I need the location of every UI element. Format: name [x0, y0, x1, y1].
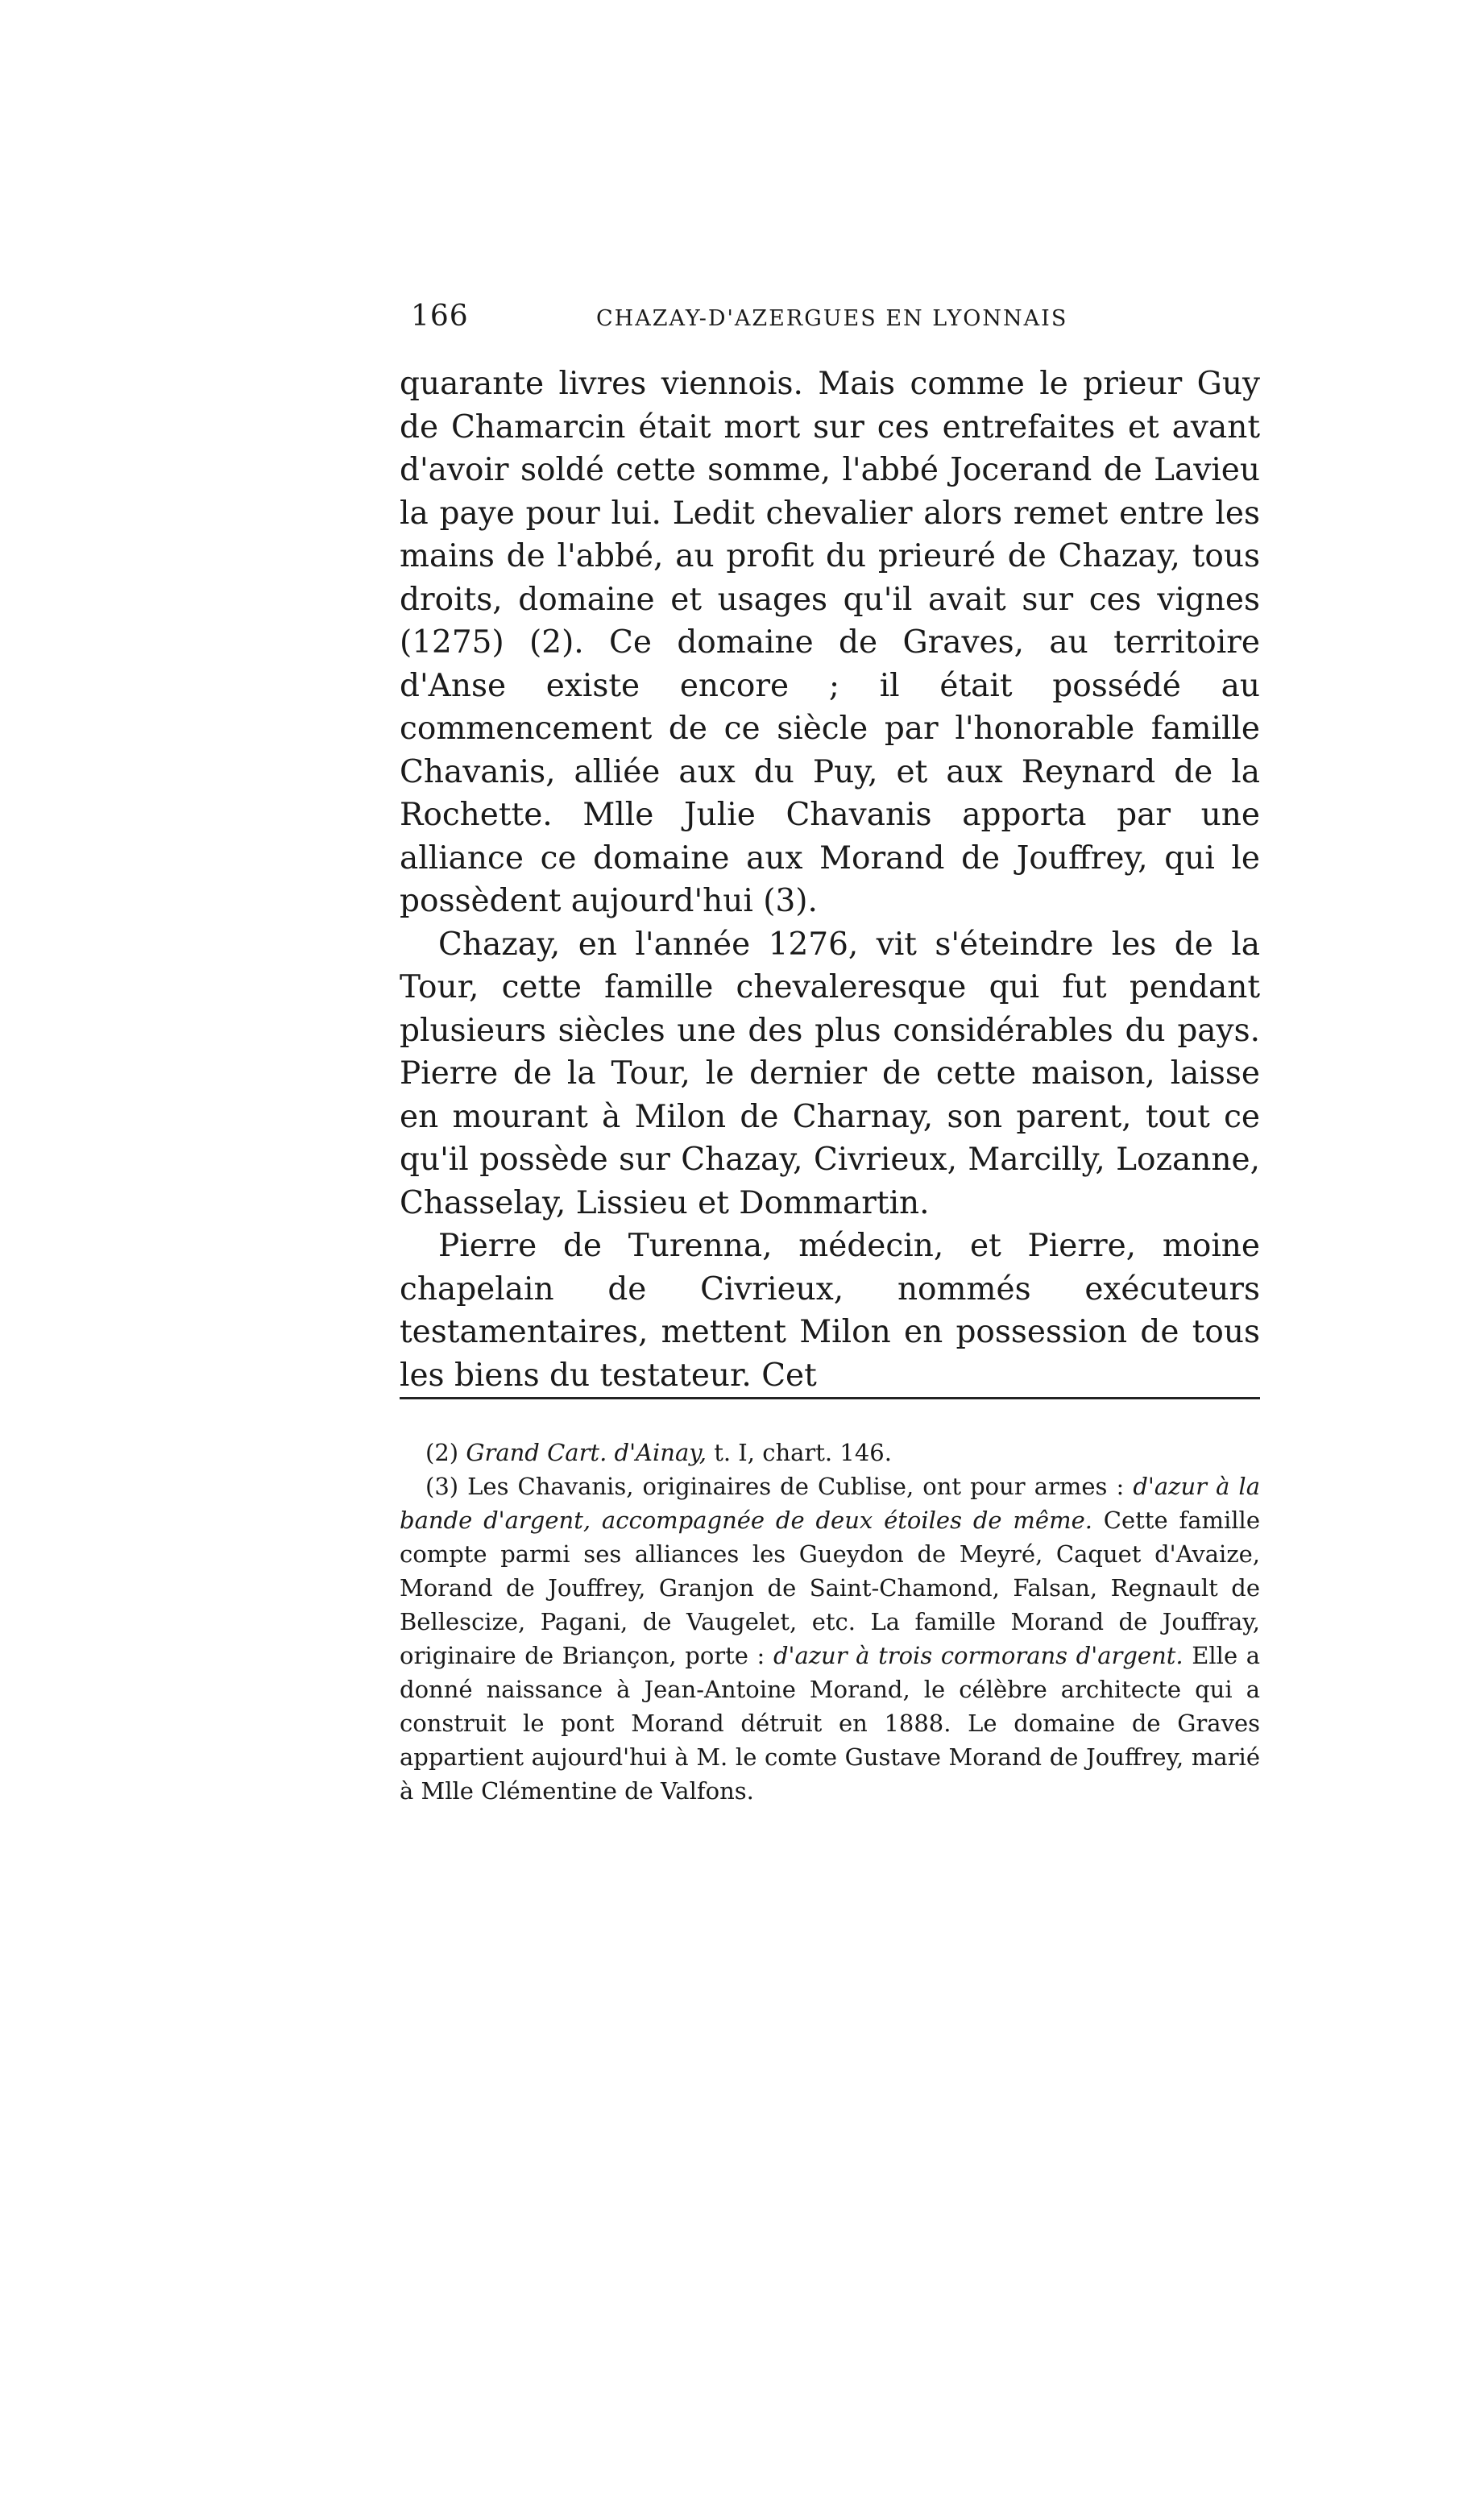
main-text: [400, 363, 1260, 1397]
paragraph-2: Chazay, en l'année 1276, vit s'éteindre les de la Tour, cette famille chevaleresque qui fut pendant plusieurs siècles une des plus considérables du pays. Pierre de la Tour, le dernier de cette maison, laisse en mourant à Milon de Charnay, son parent, tout ce qu'il possède sur Chazay, Civrieux, Marcilly, Lozanne, Chasselay, Lissieu et Dommartin.: [400, 926, 1260, 1221]
footnote-3-marker: (3): [425, 1473, 459, 1500]
footnotes: [400, 1436, 1260, 1808]
footnote-3-text-3: Elle a donné naissance à Jean-Antoine Morand, le célèbre architecte qui a construit le pont Morand détruit en 1888. Le domaine de Graves appartient aujourd'hui à M. le comte Gustave Morand de Jouffrey, marié à Mlle Clémentine de Valfons.: [400, 1642, 1261, 1805]
footnote-3-text-1: Les Chavanis, originaires de Cublise, ont pour armes :: [458, 1473, 1134, 1500]
running-head: [400, 300, 1260, 345]
paragraph-1: quarante livres viennois. Mais comme le prieur Guy de Chamarcin était mort sur ces entrefaites et avant d'avoir soldé cette somme, l'abbé Jocerand de Lavieu la paye pour lui. Ledit chevalier alors remet entre les mains de l'abbé, au profit du prieuré de Chazay, tous droits, domaine et usages qu'il avait sur ces vignes (1275) (2). Ce domaine de Graves, au territoire d'Anse existe encore ; il était possédé au commencement de ce siècle par l'honorable famille Chavanis, alliée aux du Puy, et aux Reynard de la Rochette. Mlle Julie Chavanis apporta par une alliance ce domaine aux Morand de Jouffrey, qui le possèdent aujourd'hui (3).: [400, 366, 1260, 919]
footnote-3-arms-morand: d'azur à trois cormorans d'argent.: [773, 1642, 1183, 1669]
running-title: CHAZAY-D'AZERGUES EN LYONNAIS: [596, 306, 1068, 331]
footnote-2-text: t. I, chart. 146.: [707, 1439, 892, 1466]
footnote-3-arms-chavanis: d'azur à la bande d'argent, accompagnée de deux étoiles de même.: [400, 1473, 1260, 1534]
page-number: 166: [411, 300, 469, 333]
footnote-divider: [400, 1397, 1260, 1399]
paragraph-3: Pierre de Turenna, médecin, et Pierre, moine chapelain de Civrieux, nommés exécuteurs testamentaires, mettent Milon en possession de tous les biens du testateur. Cet: [400, 1228, 1260, 1394]
footnote-3: [400, 1469, 1260, 1808]
footnote-3-text-2: Cette famille compte parmi ses alliances les Gueydon de Meyré, Caquet d'Avaize, Morand de Jouffrey, Granjon de Saint-Chamond, Falsan, Regnault de Bellescize, Pagani, de Vaugelet, etc. La famille Morand de Jouffray, originaire de Briançon, porte :: [400, 1507, 1260, 1669]
footnote-2-title: Grand Cart. d'Ainay,: [466, 1439, 707, 1466]
footnote-2: [400, 1436, 1260, 1469]
footnote-2-marker: (2): [425, 1439, 459, 1466]
